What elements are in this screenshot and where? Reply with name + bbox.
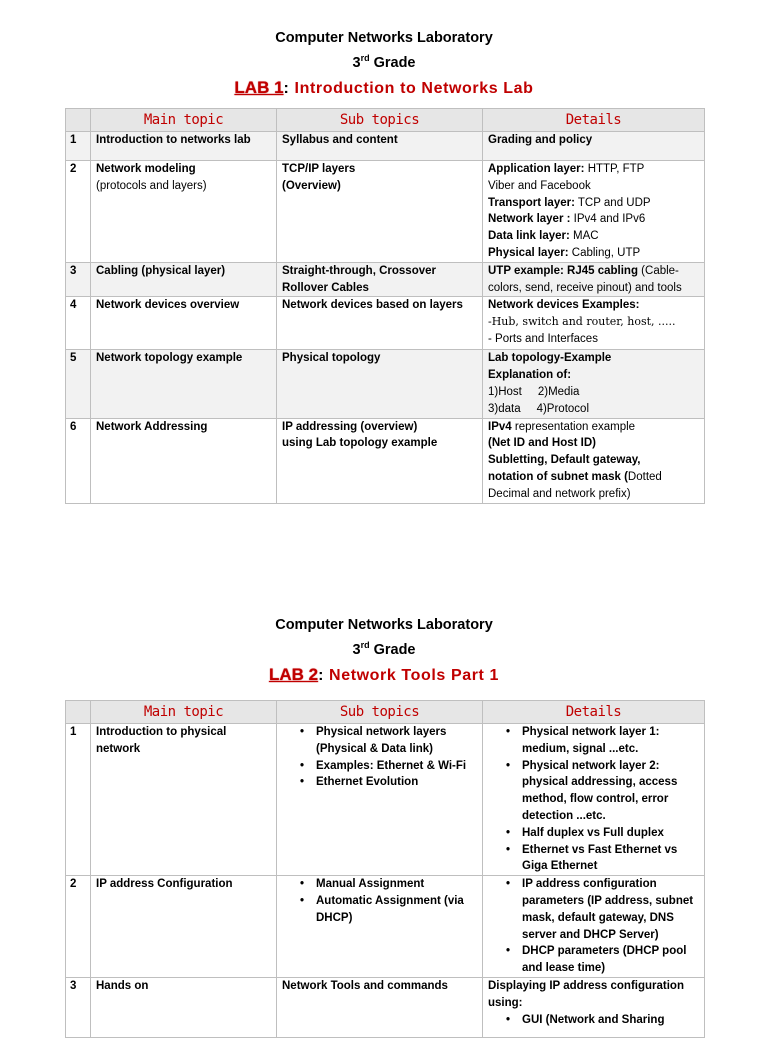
table-header-row [66,109,705,132]
table-row: 1 Introduction to physical network • Physical network layers (Physical & Data link) • Examples: Ethernet & Wi-Fi • Ethernet Evolution • Physical network layer 1: medium, signal ...etc. • Physical network layer 2: physical addressing, access method, flow control, error detection ...etc. • Half duplex vs Full duplex • Ethernet vs Fast Ethernet vs Giga Ethernet [66,724,705,876]
lab2-course-title: Computer Networks Laboratory [275,617,493,633]
table-row: 2 Network modeling (protocols and layers) TCP/IP layers (Overview) Application layer: HTTP, FTP Viber and Facebook Transport layer: TCP and UDP Network layer : IPv4 and IPv6 Data link layer: MAC Physical layer: Cabling, UTP [66,161,705,263]
list-item: • Automatic Assignment (via DHCP) [282,893,477,927]
lab2-header [0,617,768,685]
details-list [488,724,699,875]
table-row: 2 IP address Configuration • Manual Assignment • Automatic Assignment (via DHCP) • IP address configuration parameters (IP address, subnet mask, default gateway, DNS server and DHCP Server) • DHCP parameters (DHCP pool and lease time) [66,876,705,978]
col-header-main-topic: Main topic [91,701,277,724]
col-header-sub-topics: Sub topics [277,701,483,724]
table-header-row [66,701,705,724]
col-header-sub-topics: Sub topics [277,109,483,132]
list-item: • Physical network layer 1: medium, signal ...etc. [488,724,699,758]
sub-topic-list [282,876,477,926]
col-header-details: Details [483,701,705,724]
table-row: 6 Network Addressing IP addressing (overview) using Lab topology example IPv4 representation example (Net ID and Host ID) Subletting, Default gateway, notation of subnet mask (Dotted Decimal and network prefix) [66,418,705,503]
list-item: • GUI (Network and Sharing [488,1012,699,1029]
lab1-table [65,108,705,504]
lab1-heading: LAB 1: Introduction to Networks Lab [234,77,534,97]
list-item: • Ethernet Evolution [282,774,477,791]
col-header-num [66,701,91,724]
list-item: • Ethernet vs Fast Ethernet vs Giga Ethernet [488,842,699,876]
table-row: 3 Cabling (physical layer) Straight-through, Crossover Rollover Cables UTP example: RJ45 cabling (Cable-colors, send, receive pinout) and tools [66,262,705,297]
col-header-num [66,109,91,132]
sub-topic-list [282,724,477,791]
list-item: • Physical network layers (Physical & Data link) [282,724,477,758]
list-item: • Manual Assignment [282,876,477,893]
list-item: • DHCP parameters (DHCP pool and lease time) [488,943,699,977]
lab1-header [0,30,768,98]
lab1-course-title: Computer Networks Laboratory [275,30,493,46]
table-row: 1 Introduction to networks lab Syllabus and content Grading and policy [66,132,705,161]
details-list [488,876,699,977]
lab2-grade: 3rd Grade [352,640,416,658]
table-row: 5 Network topology example Physical topology Lab topology-Example Explanation of: 1)Host 2)Media 3)data 4)Protocol [66,350,705,418]
list-item: • Half duplex vs Full duplex [488,825,699,842]
col-header-main-topic: Main topic [91,109,277,132]
details-list [488,1012,699,1029]
list-item: • IP address configuration parameters (IP address, subnet mask, default gateway, DNS server and DHCP Server) [488,876,699,943]
lab2-table [65,700,705,1038]
lab2-heading: LAB 2: Network Tools Part 1 [268,664,500,684]
col-header-details: Details [483,109,705,132]
list-item: • Physical network layer 2: physical addressing, access method, flow control, error detection ...etc. [488,758,699,825]
table-row: 3 Hands on Network Tools and commands Displaying IP address configuration using: • GUI (Network and Sharing [66,977,705,1037]
lab1-grade: 3rd Grade [352,53,416,71]
list-item: • Examples: Ethernet & Wi-Fi [282,758,477,775]
table-row: 4 Network devices overview Network devices based on layers Network devices Examples: -Hub, switch and router, host, ..... - Ports and Interfaces [66,297,705,350]
